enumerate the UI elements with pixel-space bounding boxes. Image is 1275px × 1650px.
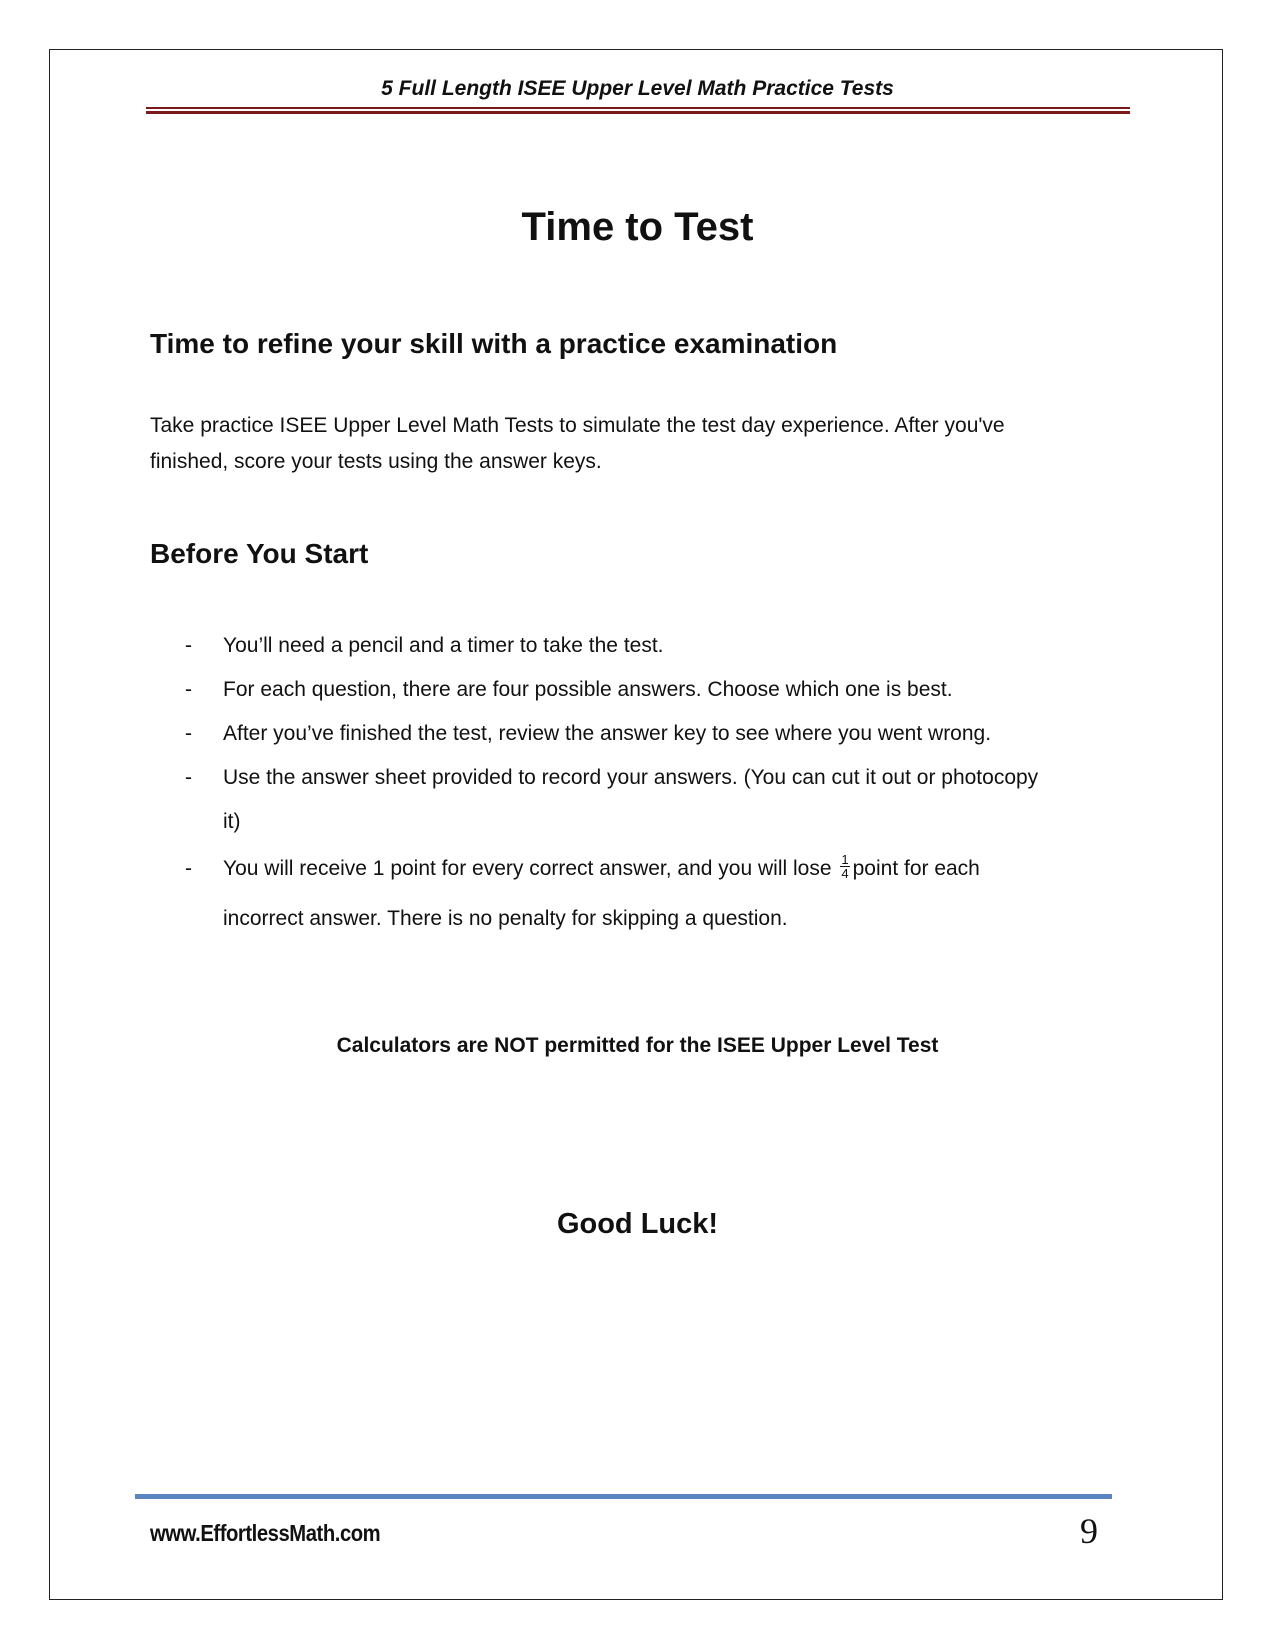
list-dash: - [185, 634, 192, 657]
fraction-one-quarter [840, 853, 849, 880]
list-item-text-after-fraction: point for each [852, 857, 980, 880]
list-item-text: After you’ve finished the test, review the answer key to see where you went wrong. [223, 722, 992, 745]
header-rule [146, 107, 1130, 114]
calculator-notice: Calculators are NOT permitted for the ISEE Upper Level Test [336, 1034, 939, 1057]
list-dash: - [185, 857, 192, 880]
list-item [150, 844, 1135, 944]
good-luck-text: Good Luck! [556, 1208, 719, 1240]
page-title: Time to Test [521, 205, 754, 249]
list-item [150, 668, 1135, 712]
page-number: 9 [1080, 1511, 1098, 1551]
list-item-text: You will receive 1 point for every correct answer, and you will lose [223, 857, 832, 880]
list-dash: - [185, 766, 192, 789]
intro-paragraph [150, 408, 1130, 480]
intro-line-1: Take practice ISEE Upper Level Math Tests to simulate the test day experience. After you've [150, 414, 1005, 437]
footer-website: www.EffortlessMath.com [150, 1520, 381, 1546]
footer-rule [135, 1494, 1112, 1499]
list-dash: - [185, 722, 192, 745]
list-dash: - [185, 678, 192, 701]
list-item-text-continued: it) [223, 810, 241, 833]
list-item-text: For each question, there are four possible answers. Choose which one is best. [223, 678, 953, 701]
list-item-text-continued: incorrect answer. There is no penalty for skipping a question. [223, 907, 788, 930]
list-item [150, 712, 1135, 756]
list-item [150, 756, 1135, 844]
list-item [150, 624, 1135, 668]
section-heading-before-start: Before You Start [150, 538, 369, 569]
list-item-text: Use the answer sheet provided to record your answers. (You can cut it out or photocopy [223, 766, 1039, 789]
instructions-list [150, 624, 1135, 944]
running-header: 5 Full Length ISEE Upper Level Math Practice Tests [381, 77, 894, 100]
fraction-denominator: 4 [841, 865, 849, 881]
intro-line-2: finished, score your tests using the answer keys. [150, 450, 602, 473]
fraction-numerator: 1 [841, 851, 849, 867]
section-heading-practice: Time to refine your skill with a practice examination [150, 328, 838, 359]
list-item-text: You’ll need a pencil and a timer to take the test. [223, 634, 664, 657]
